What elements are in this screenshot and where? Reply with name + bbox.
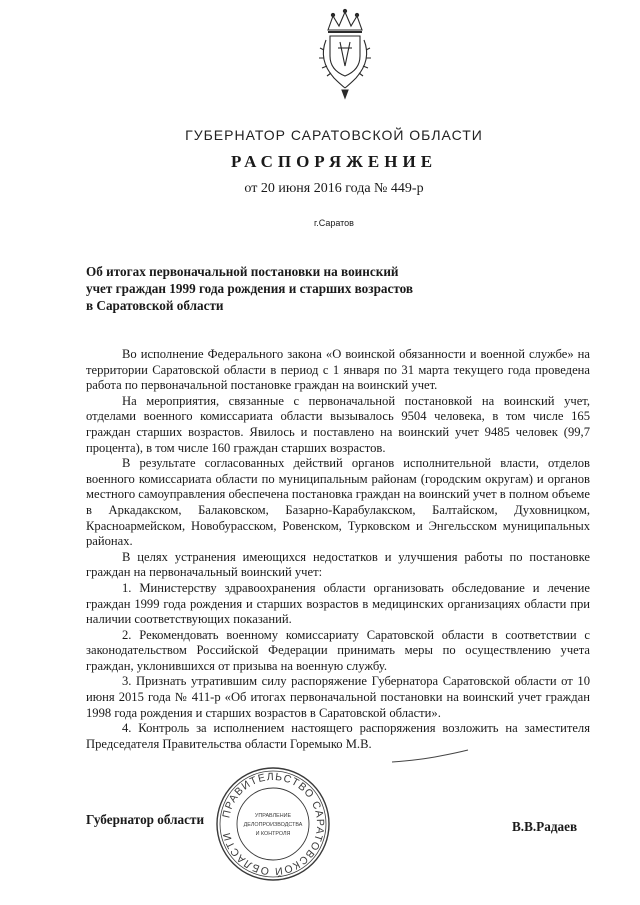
signature-mark: [390, 738, 470, 768]
svg-text:ДЕЛОПРОИЗВОДСТВА: ДЕЛОПРОИЗВОДСТВА: [243, 822, 303, 828]
subject-line: учет граждан 1999 года рождения и старших возрастов: [86, 281, 414, 296]
subject-line: в Саратовской области: [86, 298, 224, 313]
body-paragraph: В результате согласованных действий органов исполнительной власти, отделов военного комиссариата области по муниципальным районам (городским округам) и органов местного самоуправления обеспечена постановка граждан на воинский учет в полном объеме в Аркадакском, Балаковском, Базарно-Карабулакском, Балтайском, Духовницком, Красноармейском, Новобурасском, Ровенском, Турковском и Энгельсском муниципальных районах.: [86, 456, 590, 549]
document-body: [86, 347, 590, 752]
svg-text:И КОНТРОЛЯ: И КОНТРОЛЯ: [255, 831, 291, 837]
signatory-position: Губернатор области: [86, 812, 205, 827]
body-paragraph: 1. Министерству здравоохранения области организовать обследование и лечение граждан 1999 года рождения и старших возрастов в медицинских организациях области при наличии соответствующих показаний.: [86, 580, 590, 627]
body-paragraph: 3. Признать утратившим силу распоряжение Губернатора Саратовской области от 10 июня 2015 года № 411-р «Об итогах первоначальной постановки на воинский учет граждан 1998 года рождения и старших возрастов в Саратовской области».: [86, 674, 590, 720]
body-paragraph: В целях устранения имеющихся недостатков и улучшения работы по постановке граждан на первоначальный воинский учет:: [86, 549, 590, 580]
document-city: г.Саратов: [314, 218, 354, 228]
svg-text:ПРАВИТЕЛЬСТВО САРАТОВСКОЙ ОБЛА: ПРАВИТЕЛЬСТВО САРАТОВСКОЙ ОБЛАСТИ: [220, 770, 327, 878]
document-subject: [86, 263, 486, 314]
subject-line: Об итогах первоначальной постановки на воинский: [86, 264, 399, 279]
saratov-crown-emblem-icon: [300, 8, 390, 100]
body-paragraph: На мероприятия, связанные с первоначальной постановкой на воинский учет, отделами военного комиссариата области вызывалось 9504 человека, в том числе 165 граждан старших возрастов. Явилось и поставлено на воинский учет 9485 человек (99,7 процента), в том числе 160 граждан старших возрастов.: [86, 393, 590, 455]
body-paragraph: 4. Контроль за исполнением настоящего распоряжения возложить на заместителя Председателя Правительства области Горемыко М.В.: [86, 721, 590, 751]
body-paragraph: 2. Рекомендовать военному комиссариату Саратовской области в соответствии с законодательством Российской Федерации принимать меры по осуществлению учета граждан, уклонившихся от призыва на военную службу.: [86, 627, 590, 673]
document-date-number: от 20 июня 2016 года № 449-р: [244, 181, 424, 196]
governor-title: ГУБЕРНАТОР САРАТОВСКОЙ ОБЛАСТИ: [185, 127, 483, 143]
svg-text:УПРАВЛЕНИЕ: УПРАВЛЕНИЕ: [254, 813, 292, 819]
signatory-name: В.В.Радаев: [512, 819, 578, 834]
document-type: РАСПОРЯЖЕНИЕ: [230, 152, 438, 171]
body-paragraph: Во исполнение Федерального закона «О воинской обязанности и военной службе» на территории Саратовской области в период с 1 января по 31 марта текущего года проведена работа по первоначальной постановке граждан на воинский учет.: [86, 347, 590, 393]
official-stamp: [214, 765, 332, 883]
